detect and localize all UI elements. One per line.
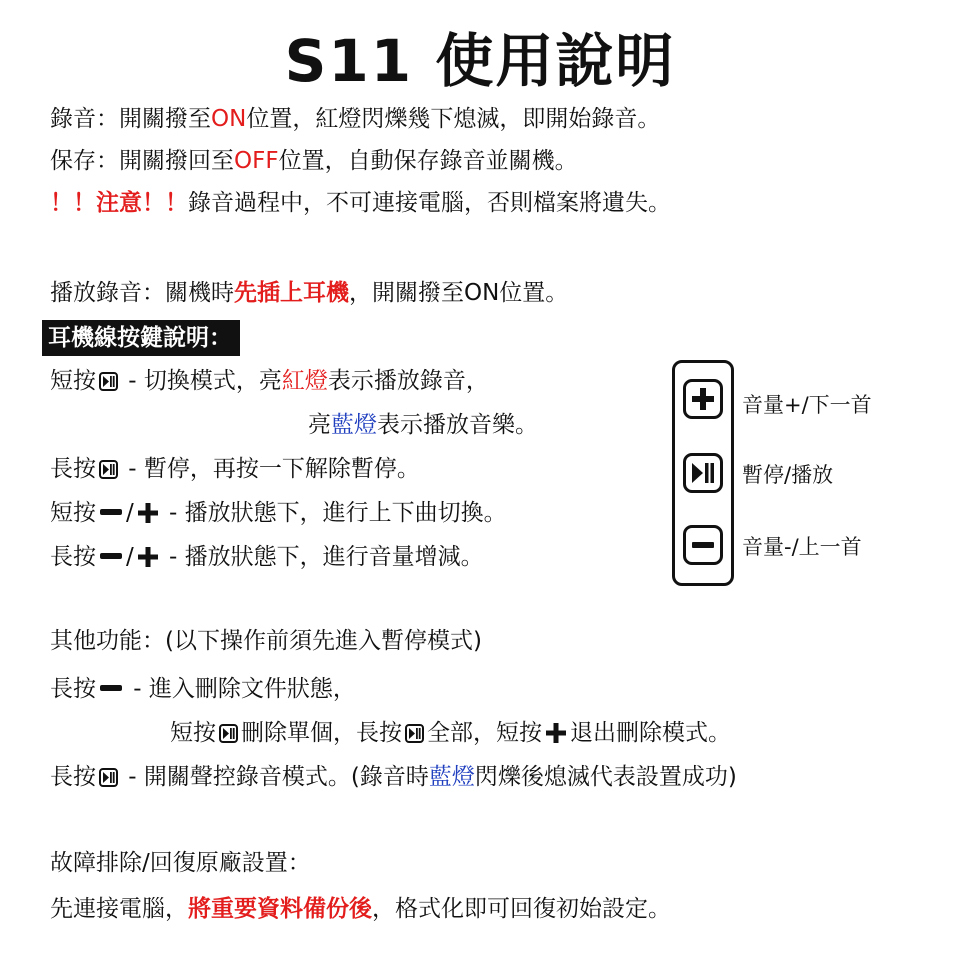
red-light-text: 紅燈: [281, 368, 328, 394]
press-type: 短按: [50, 500, 96, 526]
off-highlight: OFF: [234, 148, 279, 174]
save-line: [50, 144, 578, 178]
save-text: 保存：開關撥回至: [50, 148, 234, 174]
warning-line: [50, 186, 671, 220]
row-text: - 進入刪除文件狀態，: [126, 676, 356, 702]
playback-text-tail: ，開關撥至ON位置。: [349, 280, 569, 306]
row-text: 刪除單個，長按: [241, 720, 402, 746]
other-row-3: [50, 760, 737, 794]
row-text: - 開關聲控錄音模式。(錄音時: [121, 764, 429, 790]
warning-text: 錄音過程中，不可連接電腦，否則檔案將遺失。: [188, 190, 671, 216]
row-text: - 暫停，再按一下解除暫停。: [121, 456, 420, 482]
save-text-tail: 位置，自動保存錄音並關機。: [278, 148, 578, 174]
earphone-heading: 耳機線按鍵說明：: [42, 320, 240, 356]
press-type: 長按: [50, 456, 96, 482]
remote-plus-label: 音量+/下一首: [742, 393, 872, 417]
separator: /: [126, 544, 134, 570]
earphone-heading-line: [42, 320, 240, 356]
blue-light-text: 藍燈: [428, 764, 475, 790]
other-row-1: [50, 672, 356, 706]
press-type: 長按: [50, 764, 96, 790]
earphone-row-1: [50, 364, 489, 398]
play-pause-icon: [99, 372, 118, 391]
remote-play-label: 暫停/播放: [742, 463, 834, 487]
row-text: - 播放狀態下，進行上下曲切換。: [161, 500, 507, 526]
row-text: 亮: [308, 412, 331, 438]
row-text-tail: 表示播放錄音，: [327, 368, 489, 394]
other-heading: 其他功能：(以下操作前須先進入暫停模式): [50, 628, 482, 654]
record-line: [50, 102, 660, 136]
press-type: 短按: [50, 368, 96, 394]
earphone-row-3: [50, 452, 420, 486]
play-pause-icon: [99, 460, 118, 479]
reset-heading: 故障排除/回復原廠設置：: [50, 850, 311, 876]
minus-icon: [100, 685, 122, 691]
earphone-row-2: [308, 408, 538, 442]
press-type: 長按: [50, 676, 96, 702]
playback-highlight: 先插上耳機: [234, 280, 349, 306]
play-pause-icon: [686, 456, 720, 490]
row-text: - 切換模式，亮: [121, 368, 282, 394]
blue-light-text: 藍燈: [331, 412, 377, 438]
page-title: S11 使用說明: [284, 27, 676, 95]
play-pause-icon: [99, 768, 118, 787]
play-pause-icon: [405, 724, 424, 743]
minus-icon: [100, 553, 122, 559]
minus-icon: [686, 528, 720, 562]
press-type: 長按: [50, 544, 96, 570]
plus-icon: [138, 543, 158, 577]
remote-minus-button: [683, 525, 723, 565]
reset-highlight: 將重要資料備份後: [188, 896, 372, 922]
earphone-row-4: [50, 496, 507, 533]
reset-text: 先連接電腦，: [50, 896, 188, 922]
on-highlight: ON: [211, 106, 247, 132]
row-text-tail: 退出刪除模式。: [570, 720, 731, 746]
other-row-2: [170, 716, 731, 753]
row-text: - 播放狀態下，進行音量增減。: [161, 544, 484, 570]
playback-text: 播放錄音：關機時: [50, 280, 234, 306]
reset-line: [50, 892, 671, 926]
record-text-tail: 位置，紅燈閃爍幾下熄滅，即開始錄音。: [246, 106, 661, 132]
row-text-mid: 全部，短按: [427, 720, 542, 746]
press-type: 短按: [170, 720, 216, 746]
separator: /: [126, 500, 134, 526]
plus-icon: [686, 382, 720, 416]
record-text: 錄音：開關撥至: [50, 106, 211, 132]
remote-play-pause-button: [683, 453, 723, 493]
plus-icon: [138, 499, 158, 533]
reset-text-tail: ，格式化即可回復初始設定。: [372, 896, 671, 922]
warning-label: ！！注意！！: [50, 190, 188, 216]
minus-icon: [100, 509, 122, 515]
earphone-remote-diagram: [672, 360, 734, 586]
play-pause-icon: [219, 724, 238, 743]
row-text-tail: 表示播放音樂。: [377, 412, 538, 438]
row-text-tail: 閃爍後熄滅代表設置成功): [474, 764, 737, 790]
plus-icon: [546, 719, 566, 753]
earphone-row-5: [50, 540, 484, 577]
remote-plus-button: [683, 379, 723, 419]
remote-minus-label: 音量-/上一首: [742, 535, 862, 559]
playback-line: [50, 276, 568, 310]
